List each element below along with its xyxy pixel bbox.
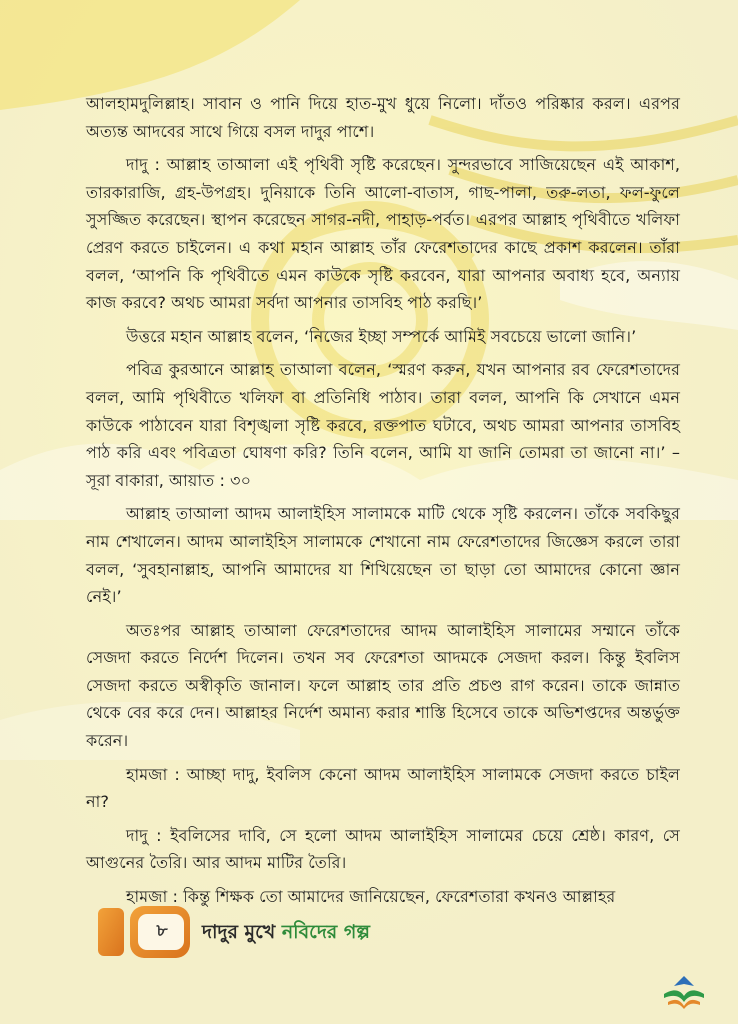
book-title	[202, 918, 370, 950]
paragraph: উত্তরে মহান আল্লাহ বলেন, ‘নিজের ইচ্ছা সম্পর্কে আমিই সবচেয়ে ভালো জানি।’	[126, 326, 637, 346]
book-title-part-1: দাদুর মুখে	[202, 921, 282, 943]
paragraph: হামজা : আচ্ছা দাদু, ইবলিস কেনো আদম আলাইহিস সালামকে সেজদা করতে চাইল না?	[86, 764, 680, 812]
publisher-logo-icon	[660, 972, 708, 1012]
page-number: ৮	[156, 921, 168, 941]
paragraph: হামজা : কিন্তু শিক্ষক তো আমাদের জানিয়েছেন, ফেরেশতারা কখনও আল্লাহর	[126, 887, 616, 907]
paragraph: দাদু : ইবলিসের দাবি, সে হলো আদম আলাইহিস সালামের চেয়ে শ্রেষ্ঠ। কারণ, সে আগুনের তৈরি। আর আদম মাটির তৈরি।	[86, 825, 680, 873]
paragraph: আল্লাহ তাআলা আদম আলাইহিস সালামকে মাটি থেকে সৃষ্টি করলেন। তাঁকে সবকিছুর নাম শেখালেন। আদম আলাইহিস সালামকে শেখানো নাম ফেরেশতাদের জিজ্ঞেস করলে তারা বলল, ‘সুবহানাল্লাহ, আপনি আমাদের যা শিখিয়েছেন তা ছাড়া তো আমাদের কোনো জ্ঞান নেই।’	[86, 504, 680, 607]
body-text	[86, 90, 680, 917]
paragraph: আলহামদুলিল্লাহ। সাবান ও পানি দিয়ে হাত-মুখ ধুয়ে নিলো। দাঁতও পরিষ্কার করল। এরপর অত্যন্ত আদবের সাথে গিয়ে বসল দাদুর পাশে।	[86, 94, 680, 141]
paragraph: অতঃপর আল্লাহ তাআলা ফেরেশতাদের আদম আলাইহিস সালামের সম্মানে তাঁকে সেজদা করতে নির্দেশ দিলেন। তখন সব ফেরেশতা আদমকে সেজদা করল। কিন্তু ইবলিস সেজদা করতে অস্বীকৃতি জানাল। ফলে আল্লাহ তার প্রতি প্রচণ্ড রাগ করেন। তাকে জান্নাত থেকে বের করে দেন। আল্লাহর নির্দেশ অমান্য করার শাস্তি হিসেবে তাকে অভিশপ্তদের অন্তর্ভুক্ত করেন।	[86, 620, 680, 751]
paragraph: দাদু : আল্লাহ তাআলা এই পৃথিবী সৃষ্টি করেছেন। সুন্দরভাবে সাজিয়েছেন এই আকাশ, তারকারাজি, গ্রহ-উপগ্রহ। দুনিয়াকে তিনি আলো-বাতাস, গাছ-পালা, তরু-লতা, ফল-ফুলে সুসজ্জিত করেছেন। স্থাপন করেছেন সাগর-নদী, পাহাড়-পর্বত। এরপর আল্লাহ পৃথিবীতে খলিফা প্রেরণ করতে চাইলেন। এ কথা মহান আল্লাহ তাঁর ফেরেশতাদের কাছে প্রকাশ করলেন। তাঁরা বলল, ‘আপনি কি পৃথিবীতে এমন কাউকে সৃষ্টি করবেন, যারা আপনার অবাধ্য হবে, অন্যায় কাজ করবে? অথচ আমরা সর্বদা আপনার তাসবিহ পাঠ করছি।’	[86, 155, 680, 313]
book-title-part-2: নবিদের গল্প	[281, 921, 370, 943]
page-footer	[98, 904, 658, 964]
paragraph: পবিত্র কুরআনে আল্লাহ তাআলা বলেন, ‘স্মরণ করুন, যখন আপনার রব ফেরেশতাদের বলল, আমি পৃথিবীতে খলিফা বা প্রতিনিধি পাঠাব। তারা বলল, আপনি কি সেখানে এমন কাউকে পাঠাবেন যারা বিশৃঙ্খলা সৃষ্টি করবে, রক্তপাত ঘটাবে, অথচ আমরা আপনার তাসবিহ পাঠ করি এবং পবিত্রতা ঘোষণা করি? তিনি বলেন, আমি যা জানি তোমরা তা জানো না।’ – সূরা বাকারা, আয়াত : ৩০	[86, 360, 680, 490]
